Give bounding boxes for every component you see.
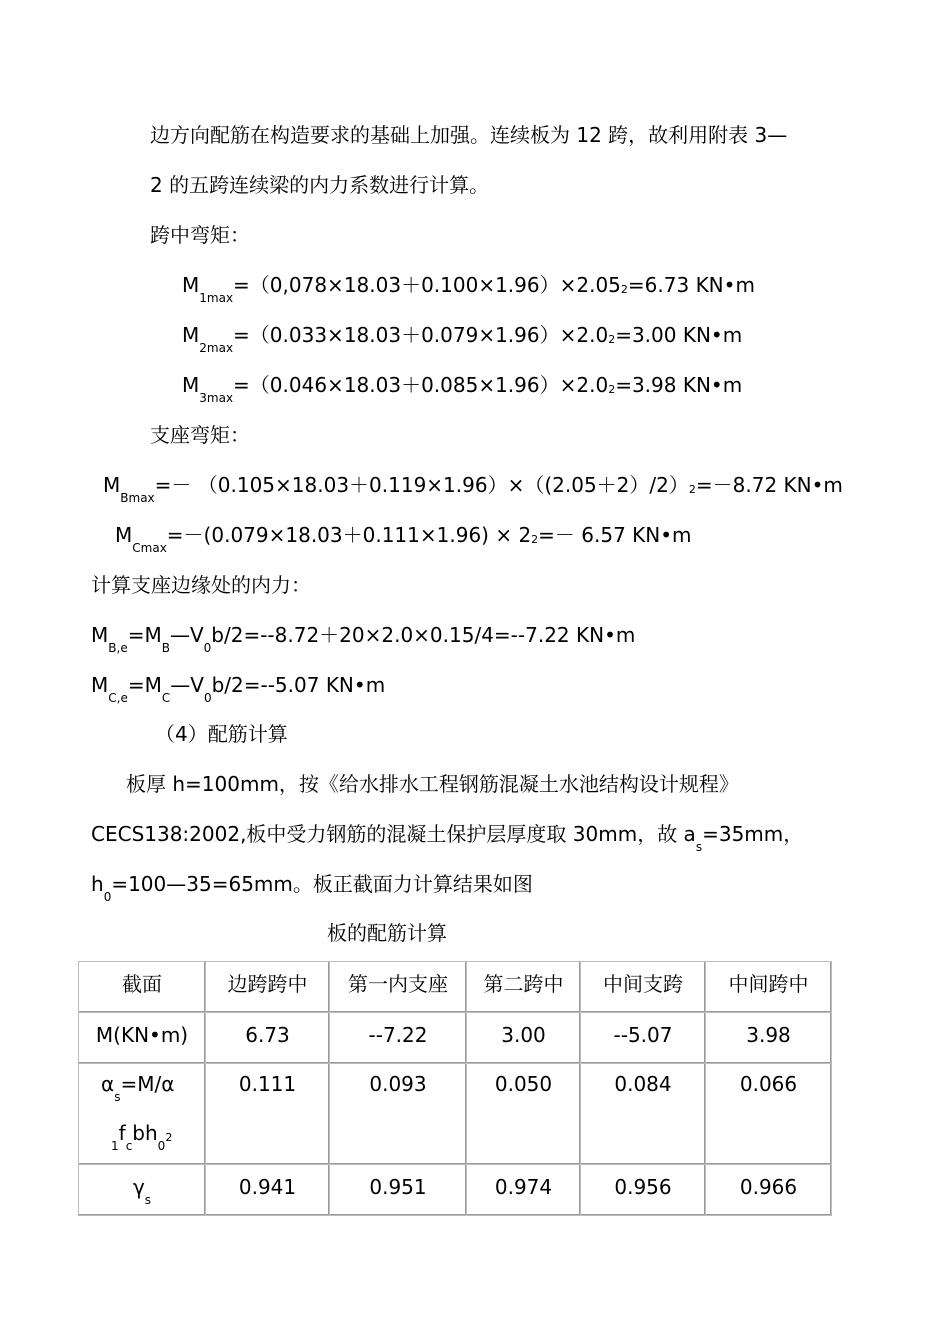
table-cell: 0.974 (467, 1165, 581, 1216)
row-label: $\gamma_s$ (79, 1165, 206, 1216)
formula-mbe: $M_{B,e}=M_B—V_0b/2=--8.72+20\times 2.0\times 0.15/4=--7.22$ KN•m (91, 623, 636, 655)
table-cell: 0.111 (206, 1064, 330, 1165)
table-cell: 0.951 (330, 1165, 467, 1216)
formula-m2max: $M_{2max}=(0.033\times 18.03+0.079\times 1.96)\times 2.02=3.00$ KN•m (182, 323, 743, 355)
paragraph-line: $h_0=100—35=65mm$。板正截面力计算结果如图 (91, 872, 533, 904)
table-row (79, 1165, 832, 1216)
heading-support-moment: 支座弯矩： (150, 423, 250, 447)
paragraph-line: 2 的五跨连续梁的内力系数进行计算。 (150, 173, 490, 197)
paragraph-line: CECS138:2002,板中受力钢筋的混凝土保护层厚度取 30mm，故 $a_s=35mm$， (91, 822, 804, 854)
formula-m3max: $M_{3max}=(0.046\times 18.03+0.085\times 1.96)\times 2.02=3.98$ KN•m (182, 373, 743, 405)
table-row (79, 1013, 832, 1064)
table-cell: 0.941 (206, 1165, 330, 1216)
table-cell: 3.00 (467, 1013, 581, 1064)
table-cell: 3.98 (706, 1013, 832, 1064)
table-cell: 0.966 (706, 1165, 832, 1216)
table-header-row (79, 962, 832, 1013)
formula-m1max: $M_{1max}=(0,078\times 18.03+0.100\times 1.96)\times 2.052=6.73$ KN•m (182, 273, 755, 305)
paragraph-line: 板厚 h=100mm，按《给水排水工程钢筋混凝土水池结构设计规程》 (126, 772, 739, 796)
table-cell: 0.066 (706, 1064, 832, 1165)
table-cell: 0.956 (581, 1165, 706, 1216)
table-cell: --5.07 (581, 1013, 706, 1064)
row-label: $\alpha_s=M/\alpha$ $_1f_cbh_02$ (79, 1064, 206, 1165)
table-header-cell: 边跨跨中 (206, 962, 330, 1013)
table-header-cell: 中间跨中 (706, 962, 832, 1013)
table-header-cell: 第一内支座 (330, 962, 467, 1013)
row-label: M(KN•m) (79, 1013, 206, 1064)
table-cell: 0.050 (467, 1064, 581, 1165)
table-cell: 6.73 (206, 1013, 330, 1064)
table-cell: --7.22 (330, 1013, 467, 1064)
heading-edge-force: 计算支座边缘处的内力： (91, 573, 311, 597)
table-row (79, 1064, 832, 1165)
table-cell: 0.093 (330, 1064, 467, 1165)
paragraph-line: 边方向配筋在构造要求的基础上加强。连续板为 12 跨，故利用附表 3— (150, 123, 788, 147)
table-caption: 板的配筋计算 (327, 921, 447, 945)
reinforcement-table (78, 961, 832, 1216)
formula-mbmax: $M_{Bmax}=- (0.105\times 18.03+0.119\times 1.96)\times((2.05+2)/2)2=-8.72$ KN•m (103, 473, 843, 505)
formula-mcmax: $M_{Cmax}=-(0.079\times 18.03+0.111\times 1.96) \times 22=- 6.57$ KN•m (115, 523, 692, 555)
table-cell: 0.084 (581, 1064, 706, 1165)
table-header-cell: 第二跨中 (467, 962, 581, 1013)
table-header-cell: 中间支跨 (581, 962, 706, 1013)
formula-mce: $M_{C,e}=M_C—V_0b/2=--5.07$ KN•m (91, 673, 386, 705)
heading-midspan-moment: 跨中弯矩： (150, 223, 250, 247)
table-header-cell: 截面 (79, 962, 206, 1013)
section-heading: （4）配筋计算 (155, 722, 288, 746)
